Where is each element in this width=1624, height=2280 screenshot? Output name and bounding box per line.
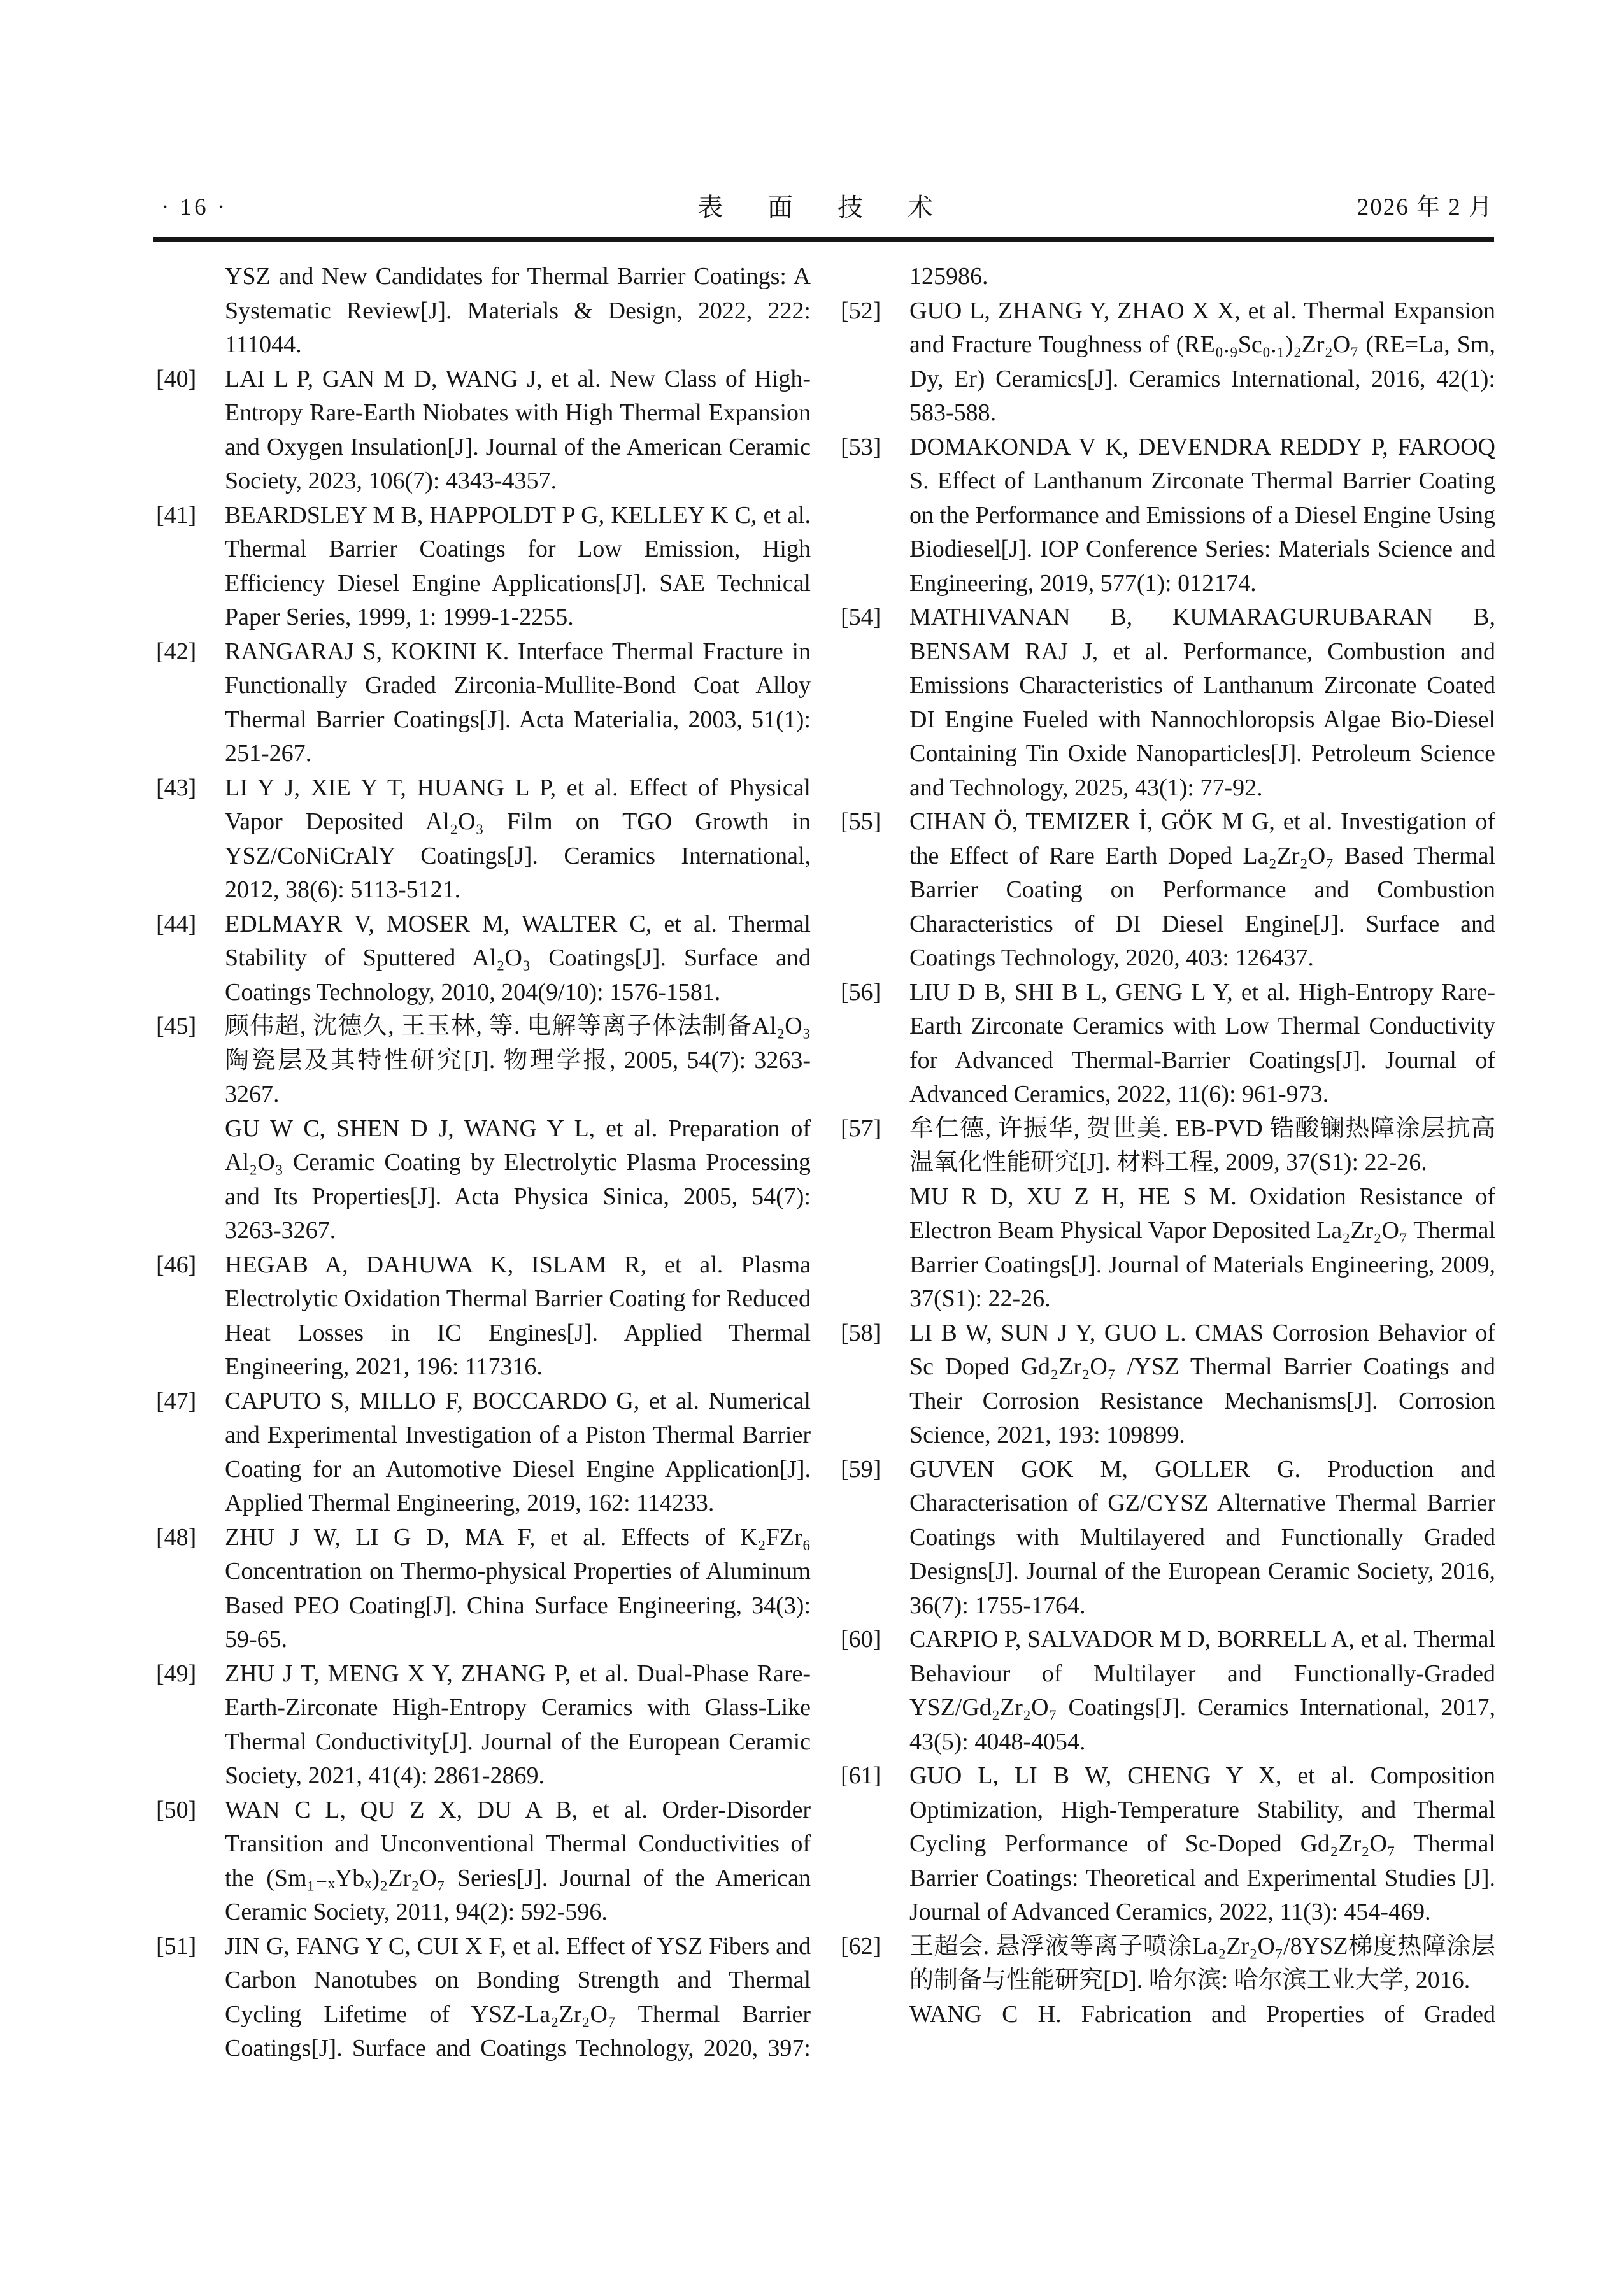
reference-item	[841, 1623, 1495, 1759]
reference-item	[841, 294, 1495, 431]
reference-text: ZHU J W, LI G D, MA F, et al. Effects of K₂FZr₆ Concentration on Thermo-physical Properties of Aluminum Based PEO Coating[J]. China Surface Engineering, 34(3): 59-65.	[225, 1523, 811, 1653]
reference-number: [40]	[156, 365, 197, 392]
reference-item	[156, 1385, 811, 1521]
reference-number: [56]	[841, 978, 881, 1006]
reference-text: JIN G, FANG Y C, CUI X F, et al. Effect of YSZ Fibers and Carbon Nanotubes on Bonding Strength and Thermal Cycling Lifetime of YSZ-La₂Zr₂O₇ Thermal Barrier Coatings[J]. Surface and Coatings Technology, 2020, 397:	[225, 1932, 811, 2062]
reference-number: [55]	[841, 808, 881, 835]
reference-number: [44]	[156, 910, 197, 937]
reference-text: WAN C L, QU Z X, DU A B, et al. Order-Disorder Transition and Unconventional Thermal Conductivities of the (Sm₁₋ₓYbₓ)₂Zr₂O₇ Series[J]. Journal of the American Ceramic Society, 2011, 94(2): 592-596.	[225, 1796, 811, 1925]
header-rule	[153, 237, 1494, 242]
page-number: · 16 ·	[161, 194, 228, 220]
reference-item	[156, 362, 811, 499]
reference-item	[841, 1930, 1495, 2032]
reference-item	[841, 1759, 1495, 1930]
reference-number: [58]	[841, 1319, 881, 1346]
reference-number: [60]	[841, 1626, 881, 1653]
reference-text: RANGARAJ S, KOKINI K. Interface Thermal Fracture in Functionally Graded Zirconia-Mullite-Bond Coat Alloy Thermal Barrier Coatings[J]. Acta Materialia, 2003, 51(1): 251-267.	[225, 638, 811, 767]
reference-number: [42]	[156, 638, 197, 665]
reference-number: [50]	[156, 1796, 197, 1823]
reference-text: YSZ and New Candidates for Thermal Barrier Coatings: A Systematic Review[J]. Materials & Design, 2022, 222: 111044.	[225, 263, 811, 358]
page-header	[156, 191, 1493, 224]
reference-text: CIHAN Ö, TEMIZER İ, GÖK M G, et al. Investigation of the Effect of Rare Earth Doped La₂Zr₂O₇ Based Thermal Barrier Coating on Performance and Combustion Characteristics of DI Diesel Engine[J]. Surface and Coatings Technology, 2020, 403: 126437.	[909, 808, 1495, 971]
reference-item	[156, 771, 811, 908]
reference-text: GUO L, ZHANG Y, ZHAO X X, et al. Thermal Expansion and Fracture Toughness of (RE₀.₉Sc₀.₁)₂Zr₂O₇ (RE=La, Sm, Dy, Er) Ceramics[J]. Ceramics International, 2016, 42(1): 583-588.	[909, 297, 1495, 426]
references-column-right	[841, 260, 1495, 2032]
reference-number: [52]	[841, 297, 881, 324]
reference-item	[156, 1521, 811, 1657]
reference-number: [54]	[841, 604, 881, 631]
reference-number: [62]	[841, 1932, 881, 1960]
reference-item	[156, 1248, 811, 1385]
reference-item	[841, 1316, 1495, 1453]
references-section	[156, 260, 1495, 2066]
reference-item	[156, 1793, 811, 1930]
reference-number: [57]	[841, 1115, 881, 1142]
reference-number: [45]	[156, 1013, 197, 1039]
reference-item	[841, 1112, 1495, 1316]
reference-text: LI Y J, XIE Y T, HUANG L P, et al. Effect of Physical Vapor Deposited Al₂O₃ Film on TGO Growth in YSZ/CoNiCrAlY Coatings[J]. Ceramics International, 2012, 38(6): 5113-5121.	[225, 774, 811, 903]
reference-number: [48]	[156, 1523, 197, 1551]
reference-text: WANG C H. Fabrication and Properties of Graded	[909, 2000, 1495, 2028]
reference-text: LIU D B, SHI B L, GENG L Y, et al. High-Entropy Rare-Earth Zirconate Ceramics with Low Thermal Conductivity for Advanced Thermal-Barrier Coatings[J]. Journal of Advanced Ceramics, 2022, 11(6): 961-973.	[909, 978, 1495, 1108]
reference-number: [43]	[156, 774, 197, 801]
reference-number: [46]	[156, 1251, 197, 1278]
reference-number: [59]	[841, 1455, 881, 1483]
reference-item	[156, 908, 811, 1010]
reference-text: MU R D, XU Z H, HE S M. Oxidation Resistance of Electron Beam Physical Vapor Deposited La₂Zr₂O₇ Thermal Barrier Coatings[J]. Journal of Materials Engineering, 2009, 37(S1): 22-26.	[909, 1183, 1495, 1312]
reference-text: LAI L P, GAN M D, WANG J, et al. New Class of High-Entropy Rare-Earth Niobates with High Thermal Expansion and Oxygen Insulation[J]. Journal of the American Ceramic Society, 2023, 106(7): 4343-4357.	[225, 365, 811, 494]
reference-item	[156, 499, 811, 635]
journal-title: 表 面 技 术	[697, 193, 952, 222]
reference-text: 王超会. 悬浮液等离子喷涂La₂Zr₂O₇/8YSZ梯度热障涂层的制备与性能研究[D]. 哈尔滨: 哈尔滨工业大学, 2016.	[909, 1932, 1495, 1993]
reference-number: [51]	[156, 1932, 197, 1960]
reference-text: EDLMAYR V, MOSER M, WALTER C, et al. Thermal Stability of Sputtered Al₂O₃ Coatings[J]. Surface and Coatings Technology, 2010, 204(9/10): 1576-1581.	[225, 910, 811, 1006]
reference-text: 125986.	[909, 263, 988, 290]
reference-text: GU W C, SHEN D J, WANG Y L, et al. Preparation of Al₂O₃ Ceramic Coating by Electrolytic Plasma Processing and Its Properties[J]. Acta Physica Sinica, 2005, 54(7): 3263-3267.	[225, 1115, 811, 1244]
reference-item	[841, 260, 1495, 294]
reference-item	[156, 1930, 811, 2066]
reference-text: GUO L, LI B W, CHENG Y X, et al. Composition Optimization, High-Temperature Stability, and Thermal Cycling Performance of Sc-Doped Gd₂Zr₂O₇ Thermal Barrier Coatings: Theoretical and Experimental Studies [J]. Journal of Advanced Ceramics, 2022, 11(3): 454-469.	[909, 1762, 1495, 1925]
reference-text: HEGAB A, DAHUWA K, ISLAM R, et al. Plasma Electrolytic Oxidation Thermal Barrier Coating for Reduced Heat Losses in IC Engines[J]. Applied Thermal Engineering, 2021, 196: 117316.	[225, 1251, 811, 1380]
reference-item	[841, 431, 1495, 601]
reference-item	[156, 635, 811, 771]
reference-text: 牟仁德, 许振华, 贺世美. EB-PVD 锆酸镧热障涂层抗高温氧化性能研究[J]. 材料工程, 2009, 37(S1): 22-26.	[909, 1115, 1495, 1176]
reference-text: CARPIO P, SALVADOR M D, BORRELL A, et al. Thermal Behaviour of Multilayer and Functionally-Graded YSZ/Gd₂Zr₂O₇ Coatings[J]. Ceramics International, 2017, 43(5): 4048-4054.	[909, 1626, 1495, 1755]
reference-text: 顾伟超, 沈德久, 王玉林, 等. 电解等离子体法制备Al₂O₃陶瓷层及其特性研究[J]. 物理学报, 2005, 54(7): 3263-3267.	[225, 1013, 811, 1108]
reference-item	[156, 1009, 811, 1248]
reference-item	[841, 1453, 1495, 1623]
reference-number: [61]	[841, 1762, 881, 1789]
reference-item	[841, 976, 1495, 1112]
reference-item	[156, 260, 811, 362]
reference-text: BEARDSLEY M B, HAPPOLDT P G, KELLEY K C, et al. Thermal Barrier Coatings for Low Emission, High Efficiency Diesel Engine Applications[J]. SAE Technical Paper Series, 1999, 1: 1999-1-2255.	[225, 501, 811, 631]
reference-text: ZHU J T, MENG X Y, ZHANG P, et al. Dual-Phase Rare-Earth-Zirconate High-Entropy Ceramics with Glass-Like Thermal Conductivity[J]. Journal of the European Ceramic Society, 2021, 41(4): 2861-2869.	[225, 1660, 811, 1789]
reference-number: [49]	[156, 1660, 197, 1687]
references-column-left	[156, 260, 811, 2066]
reference-text: GUVEN GOK M, GOLLER G. Production and Characterisation of GZ/CYSZ Alternative Thermal Barrier Coatings with Multilayered and Functionally Graded Designs[J]. Journal of the European Ceramic Society, 2016, 36(7): 1755-1764.	[909, 1455, 1495, 1619]
reference-item	[156, 1657, 811, 1793]
reference-text: CAPUTO S, MILLO F, BOCCARDO G, et al. Numerical and Experimental Investigation of a Piston Thermal Barrier Coating for an Automotive Diesel Engine Application[J]. Applied Thermal Engineering, 2019, 162: 114233.	[225, 1387, 811, 1516]
reference-text: DOMAKONDA V K, DEVENDRA REDDY P, FAROOQ S. Effect of Lanthanum Zirconate Thermal Barrier Coating on the Performance and Emissions of a Diesel Engine Using Biodiesel[J]. IOP Conference Series: Materials Science and Engineering, 2019, 577(1): 012174.	[909, 433, 1495, 597]
reference-item	[841, 601, 1495, 805]
reference-number: [47]	[156, 1387, 197, 1414]
reference-number: [41]	[156, 501, 197, 529]
reference-text: MATHIVANAN B, KUMARAGURUBARAN B, BENSAM RAJ J, et al. Performance, Combustion and Emissions Characteristics of Lanthanum Zirconate Coated DI Engine Fueled with Nannochloropsis Algae Bio-Diesel Containing Tin Oxide Nanoparticles[J]. Petroleum Science and Technology, 2025, 43(1): 77-92.	[909, 604, 1495, 801]
reference-number: [53]	[841, 433, 881, 460]
reference-item	[841, 805, 1495, 976]
issue-date: 2026 年 2 月	[1357, 194, 1493, 220]
reference-text: LI B W, SUN J Y, GUO L. CMAS Corrosion Behavior of Sc Doped Gd₂Zr₂O₇ /YSZ Thermal Barrier Coatings and Their Corrosion Resistance Mechanisms[J]. Corrosion Science, 2021, 193: 109899.	[909, 1319, 1495, 1448]
